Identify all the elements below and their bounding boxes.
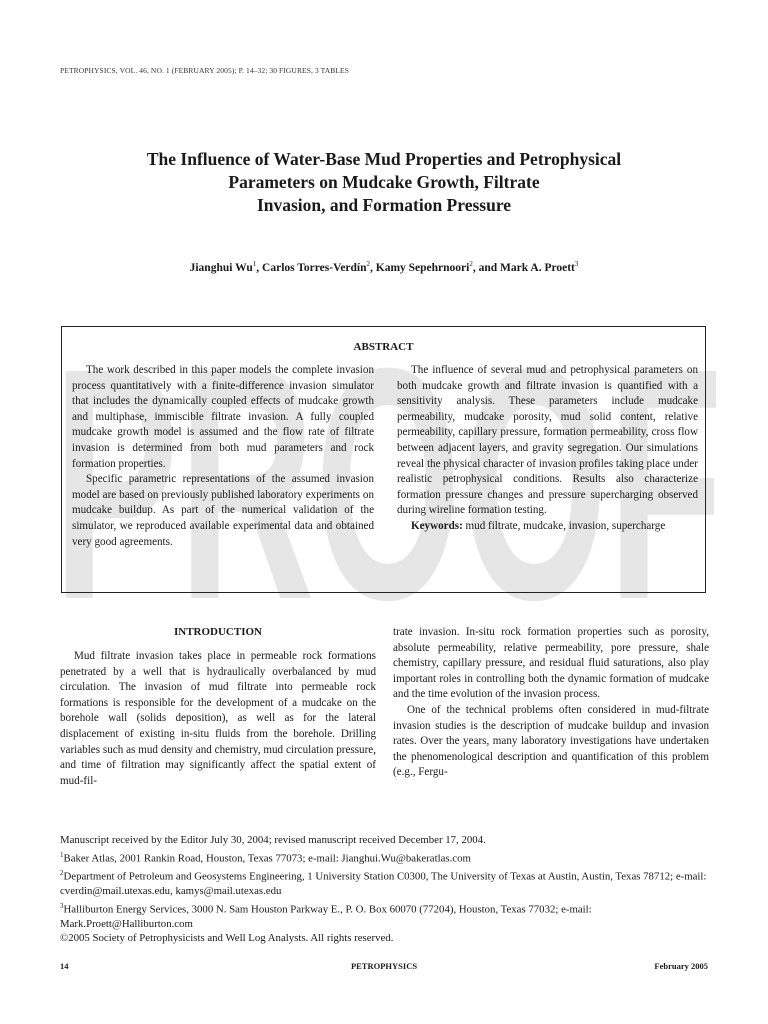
author-name: Jianghui Wu <box>189 261 253 274</box>
keywords-label: Keywords: <box>411 519 463 532</box>
author-separator: , and <box>472 261 501 274</box>
footnotes <box>60 833 708 946</box>
body-right-column <box>393 625 709 781</box>
footnote-text: Halliburton Energy Services, 3000 N. Sam Houston Parkway E., P. O. Box 60070 (77204), Houston, Texas 77032; e-mail: Mark.Proett@Halliburton.com <box>60 903 592 930</box>
abstract-paragraph: Specific parametric representations of the assumed invasion model are based on previously published laboratory experiments on mudcake buildup. As part of the numerical validation of the simulator, we reproduced available experimental data and obtained very good agreements. <box>72 473 374 548</box>
author-separator: , <box>256 261 263 274</box>
page-footer <box>60 961 708 973</box>
footnote-1 <box>60 848 708 866</box>
body-paragraph: trate invasion. In-situ rock formation properties such as porosity, absolute permeability, relative permeability, pore pressure, shale chemistry, capillary pressure, and residual fluid saturations, also play important roles in controlling both the dynamic formation of mudcake and the time evolution of the invasion process. <box>393 626 709 701</box>
author-name: Mark A. Proett <box>500 261 575 274</box>
affiliation-marker: 1 <box>252 260 257 268</box>
introduction-heading: INTRODUCTION <box>173 626 262 638</box>
abstract-paragraph: The work described in this paper models the complete invasion process quantitatively with a finite-difference invasion simulator that includes the dynamically coupled effects of mudcake growth and multiphase, immiscible filtrate invasion. A fully coupled mudcake growth model is assumed and the flow rate of filtrate invasion is determined from both mud parameters and rock formation properties. <box>72 364 374 470</box>
page-number: 14 <box>60 961 69 971</box>
body-paragraph: One of the technical problems often considered in mud-filtrate invasion studies is the description of mudcake buildup and invasion rates. Over the years, many laboratory investigations have undertaken the phenomenological description and quantification of this problem (e.g., Fergu- <box>393 703 709 779</box>
body-left-column <box>60 649 376 789</box>
body-paragraph: Mud filtrate invasion takes place in permeable rock formations penetrated by a well that is hydraulically overbalanced by mud circulation. The invasion of mud filtrate into permeable rock formations is responsible for the development of a mudcake on the borehole wall (solids deposition), as well as for the lateral displacement of existing in-situ fluids from the borehole. Drilling variables such as mud density and chemistry, mud circulation pressure, and time of filtration may significantly affect the spatial extent of mud-fil- <box>60 650 376 787</box>
keywords-paragraph <box>397 519 698 535</box>
author-list <box>60 260 708 274</box>
affiliation-marker: 2 <box>366 260 371 268</box>
author-separator: , <box>370 261 376 274</box>
title-line-3: Invasion, and Formation Pressure <box>256 195 512 215</box>
abstract-heading: ABSTRACT <box>353 341 414 353</box>
abstract-box <box>61 326 706 593</box>
footnote-marker: 1 <box>60 850 64 859</box>
footnote-marker: 2 <box>60 868 64 877</box>
footnote-2 <box>60 866 708 899</box>
paper-title <box>60 148 708 217</box>
abstract-left-column <box>72 363 374 550</box>
issue-date: February 2005 <box>654 961 708 971</box>
affiliation-marker: 3 <box>574 260 579 268</box>
journal-name: PETROPHYSICS <box>350 961 418 971</box>
title-line-2: Parameters on Mudcake Growth, Filtrate <box>228 172 540 192</box>
affiliation-marker: 2 <box>469 260 473 268</box>
abstract-right-column <box>397 363 698 535</box>
footnote-text: Department of Petroleum and Geosystems Engineering, 1 University Station C0300, The University of Texas at Austin, Austin, Texas 78712; e-mail: cverdin@mail.utexas.edu, kamys@mail.utexas.edu <box>60 870 707 897</box>
author-name: Kamy Sepehrnoori <box>375 261 470 274</box>
author-name: Carlos Torres-Verdín <box>262 261 367 274</box>
footnote-marker: 3 <box>60 901 64 910</box>
title-line-1: The Influence of Water-Base Mud Properties and Petrophysical <box>146 149 622 169</box>
footnote-text: Baker Atlas, 2001 Rankin Road, Houston, Texas 77073; e-mail: Jianghui.Wu@bakeratlas.com <box>63 852 471 865</box>
abstract-paragraph: The influence of several mud and petrophysical parameters on both mudcake growth and filtrate invasion is quantified with a sensitivity analysis. These parameters include mudcake permeability, mudcake porosity, mud solid content, relative permeability, capillary pressure, formation permeability, cross flow between adjacent layers, and gravity segregation. Our simulations reveal the physical character of invasion profiles taking place under realistic petrophysical conditions. Results also characterize formation pressure changes and pressure supercharging observed during wireline formation testing. <box>397 364 698 517</box>
manuscript-received: Manuscript received by the Editor July 30, 2004; revised manuscript received December 17, 2004. <box>60 834 486 846</box>
journal-citation: PETROPHYSICS, VOL. 46, NO. 1 (FEBRUARY 2005); P. 14–32; 30 FIGURES, 3 TABLES <box>60 66 349 75</box>
watermark-text: PROOF <box>53 299 723 638</box>
copyright-notice: ©2005 Society of Petrophysicists and Well Log Analysts. All rights reserved. <box>60 932 394 945</box>
footnote-3 <box>60 899 708 932</box>
keywords-text: mud filtrate, mudcake, invasion, supercharge <box>462 519 666 532</box>
